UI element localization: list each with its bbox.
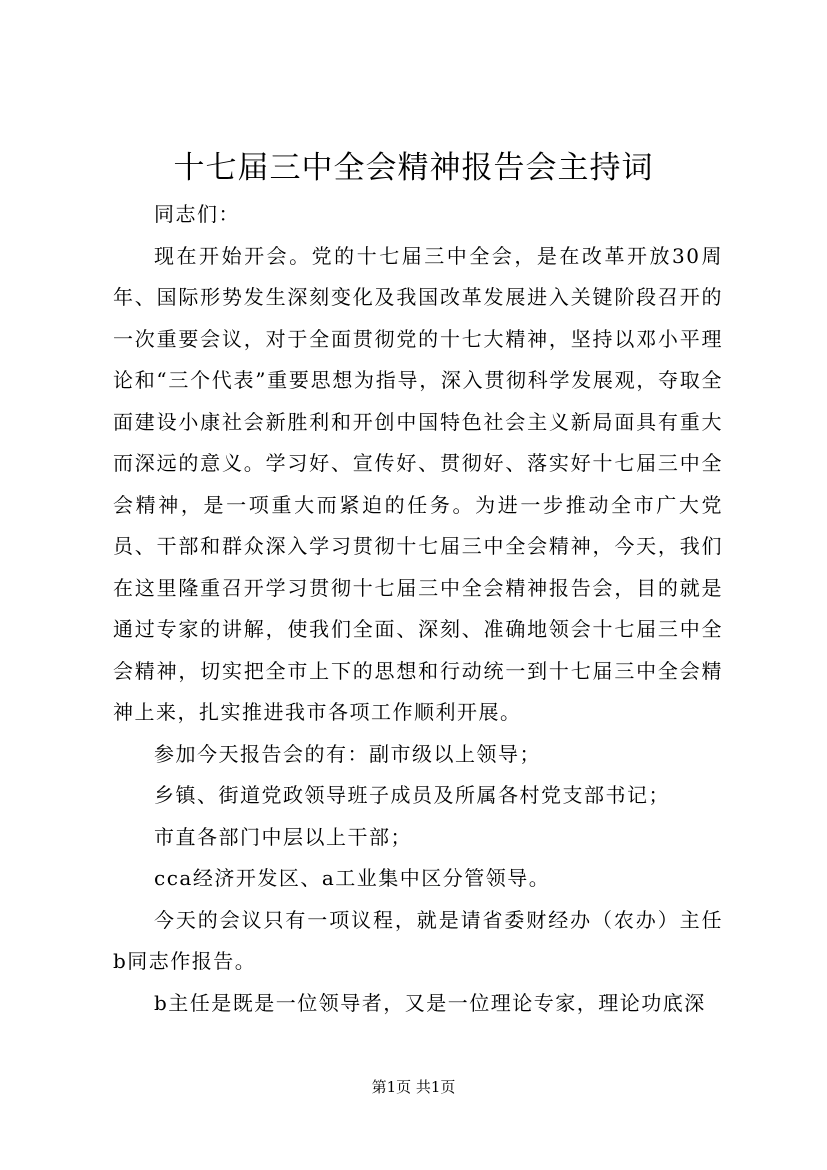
paragraph-salutation: 同志们： [154, 202, 240, 226]
paragraph-attendees-departments: 市直各部门中层以上干部； [154, 824, 412, 849]
paragraph-speaker-intro: b主任是既是一位领导者，又是一位理论专家，理论功底深 [154, 990, 706, 1015]
paragraph-opening: 现在开始开会。党的十七届三中全会，是在改革开放30周年、国际形势发生深刻变化及我国改革发展进入关键阶段召开的一次重要会议，对于全面贯彻党的十七大精神，坚持以邓小平理论和“三个代表”重要思想为指导，深入贯彻科学发展观，夺取全面建设小康社会新胜利和开创中国特色社会主义新局面具有重大而深远的意义。学习好、宣传好、贯彻好、落实好十七届三中全会精神，是一项重大而紧迫的任务。为进一步推动全市广大党员、干部和群众深入学习贯彻十七届三中全会精神，今天，我们在这里隆重召开学习贯彻十七届三中全会精神报告会，目的就是通过专家的讲解，使我们全面、深刻、准确地领会十七届三中全会精神，切实把全市上下的思想和行动统一到十七届三中全会精神上来，扎实推进我市各项工作顺利开展。 [113, 243, 723, 724]
document-body [113, 194, 723, 1024]
paragraph-attendees-towns: 乡镇、街道党政领导班子成员及所属各村党支部书记； [154, 783, 670, 807]
document-title: 十七届三中全会精神报告会主持词 [173, 150, 654, 186]
paragraph-attendees-zones: cca经济开发区、a工业集中区分管领导。 [154, 866, 551, 890]
paragraph-attendees-leaders: 参加今天报告会的有：副市级以上领导； [154, 741, 541, 766]
paragraph-agenda: 今天的会议只有一项议程，就是请省委财经办（农办）主任b同志作报告。 [113, 907, 723, 973]
page-footer: 第1页 共1页 [371, 1078, 456, 1096]
